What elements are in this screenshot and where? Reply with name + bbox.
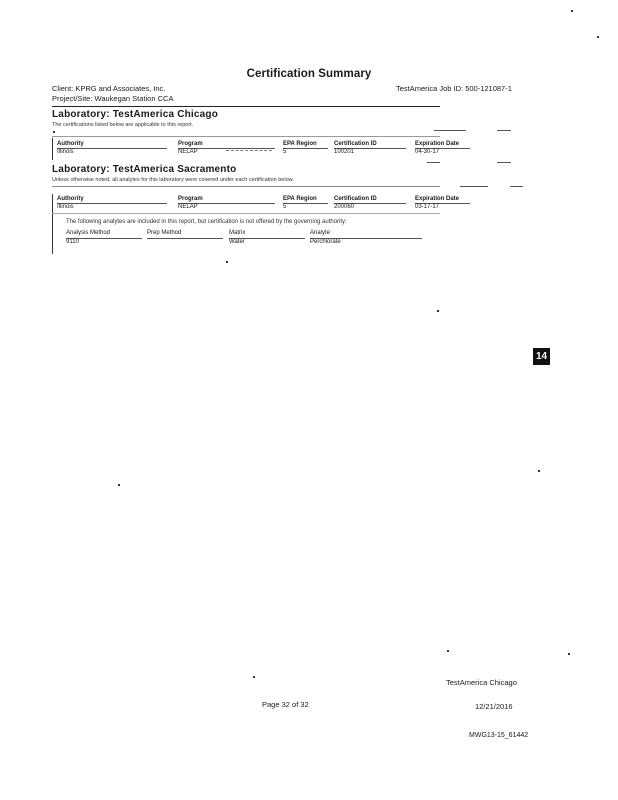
- laboratory-chicago-title: Laboratory: TestAmerica Chicago: [52, 109, 219, 120]
- analyte-header: Analyte: [310, 230, 331, 236]
- matrix-header: Matrix: [229, 230, 246, 236]
- sacramento-authority: Illinois: [57, 204, 74, 210]
- job-id: TestAmerica Job ID: 500-121087-1: [396, 84, 512, 93]
- document-id: MWG13-15_61442: [469, 732, 529, 739]
- sacramento-note: Unless otherwise noted, all analytes for this laboratory were covered under each certification below.: [52, 177, 294, 183]
- page-title: Certification Summary: [246, 68, 372, 80]
- chicago-certification-id: 100201: [334, 149, 355, 155]
- project-site: Project/Site: Waukegan Station CCA: [52, 94, 174, 103]
- footer-date: 12/21/2016: [475, 702, 513, 711]
- sacramento-program: NELAP: [178, 204, 198, 210]
- header-rule: [52, 106, 440, 107]
- chicago-program-header: Program: [178, 141, 203, 147]
- matrix-value: Water: [229, 239, 245, 245]
- chicago-certification-id-header: Certification ID: [334, 141, 377, 147]
- analytes-note: The following analytes are included in this report, but certification is not offered by the governing authority:: [66, 219, 347, 225]
- prep-method-header: Prep Method: [147, 230, 182, 236]
- analysis-method-value: 9110: [66, 239, 79, 245]
- chicago-expiration-header: Expiration Date: [415, 141, 460, 147]
- sacramento-expiration-header: Expiration Date: [415, 196, 460, 202]
- sacramento-epa-region-header: EPA Region: [283, 196, 317, 202]
- chicago-epa-region: 5: [283, 149, 287, 155]
- sacramento-program-header: Program: [178, 196, 203, 202]
- sacramento-epa-region: 5: [283, 204, 287, 210]
- chicago-epa-region-header: EPA Region: [283, 141, 317, 147]
- analysis-method-header: Analysis Method: [66, 230, 111, 236]
- laboratory-sacramento-title: Laboratory: TestAmerica Sacramento: [52, 164, 237, 175]
- chicago-authority-header: Authority: [57, 141, 84, 147]
- section-tab: 14: [533, 348, 550, 365]
- analyte-value: Perchlorate: [310, 239, 341, 245]
- chicago-authority: Illinois: [57, 149, 74, 155]
- page-number: Page 32 of 32: [262, 700, 309, 709]
- chicago-expiration-date: 04-30-17: [415, 149, 440, 155]
- client-name: Client: KPRG and Associates, Inc.: [52, 84, 166, 93]
- sacramento-certification-id: 200060: [334, 204, 355, 210]
- chicago-program: NELAP: [178, 149, 198, 155]
- sacramento-expiration-date: 03-17-17: [415, 204, 440, 210]
- footer-lab: TestAmerica Chicago: [446, 678, 517, 687]
- chicago-note: The certifications listed below are applicable to this report.: [52, 122, 194, 128]
- sacramento-authority-header: Authority: [57, 196, 84, 202]
- sacramento-certification-id-header: Certification ID: [334, 196, 377, 202]
